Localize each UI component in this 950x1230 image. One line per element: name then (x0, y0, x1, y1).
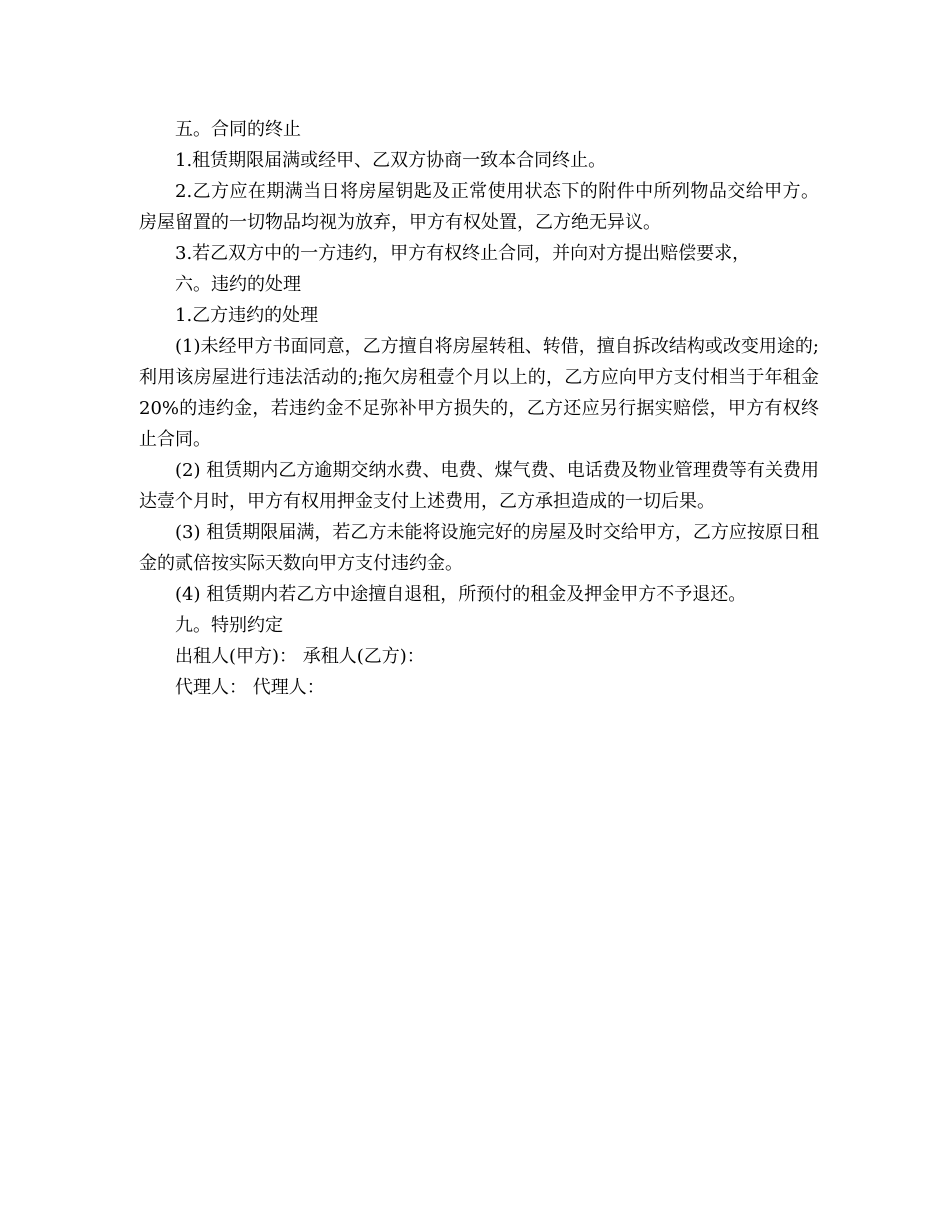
section-heading-special: 九。特别约定 (175, 615, 283, 636)
clause-breach-1-item-2: (2) 租赁期内乙方逾期交纳水费、电费、煤气费、电话费及物业管理费等有关费用达壹个月时，甲方有权用押金支付上述费用，乙方承担造成的一切后果。 (139, 460, 819, 512)
clause-breach-1-item-3: (3) 租赁期限届满，若乙方未能将设施完好的房屋及时交给甲方，乙方应按原日租金的贰倍按实际天数向甲方支付违约金。 (139, 522, 819, 574)
signature-parties: 出租人(甲方)： 承租人(乙方)： (175, 646, 425, 667)
signature-agents: 代理人： 代理人： (175, 677, 325, 698)
clause-termination-3: 3.若乙双方中的一方违约，甲方有权终止合同，并向对方提出赔偿要求， (175, 243, 751, 264)
section-heading-termination: 五。合同的终止 (175, 119, 301, 140)
document-body (139, 114, 819, 703)
clause-breach-1-item-4: (4) 租赁期内若乙方中途擅自退租，所预付的租金及押金甲方不予退还。 (175, 584, 747, 605)
clause-termination-1: 1.租赁期限届满或经甲、乙双方协商一致本合同终止。 (175, 150, 607, 171)
clause-termination-2: 2.乙方应在期满当日将房屋钥匙及正常使用状态下的附件中所列物品交给甲方。房屋留置的一切物品均视为放弃，甲方有权处置，乙方绝无异议。 (139, 181, 819, 233)
section-heading-breach: 六。违约的处理 (175, 274, 301, 295)
clause-breach-1-item-1: (1)未经甲方书面同意，乙方擅自将房屋转租、转借，擅自拆改结构或改变用途的;利用该房屋进行违法活动的;拖欠房租壹个月以上的，乙方应向甲方支付相当于年租金20%的违约金，若违约金不足弥补甲方损失的，乙方还应另行据实赔偿，甲方有权终止合同。 (139, 336, 819, 450)
clause-breach-1: 1.乙方违约的处理 (175, 305, 319, 326)
